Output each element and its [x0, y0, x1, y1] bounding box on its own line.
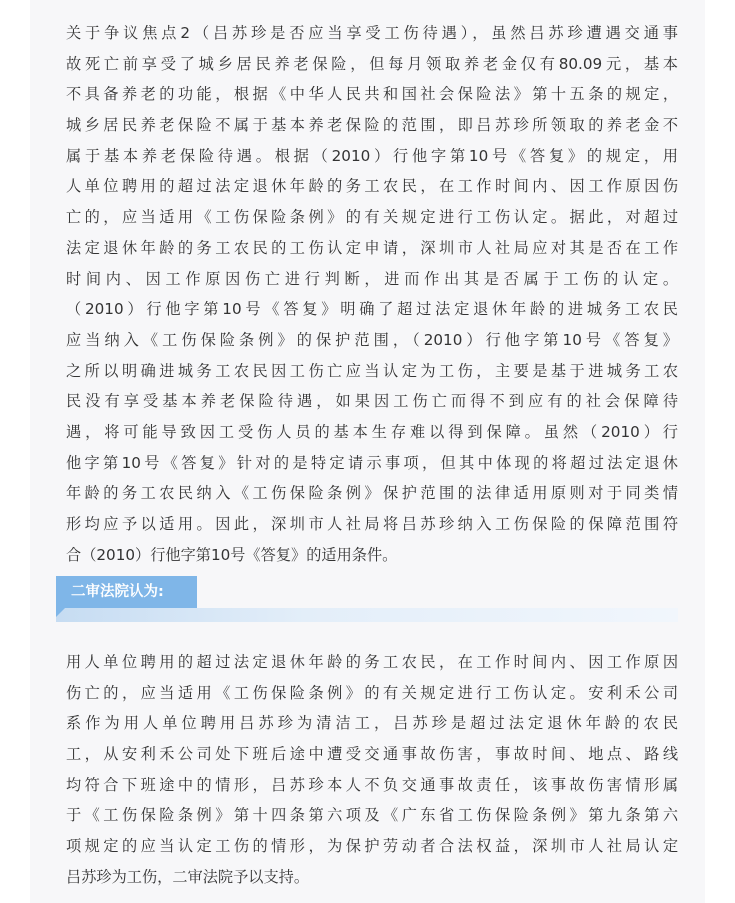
text-line: 项规定的应当认定工伤的情形，为保护劳动者合法权益，深圳市人社局认定: [66, 837, 678, 856]
text-line: 吕苏珍为工伤，二审法院予以支持。: [66, 867, 309, 886]
section-header-notch: [56, 608, 65, 617]
text-line: （2010）行他字第10号《答复》明确了超过法定退休年龄的进城务工农民: [66, 300, 678, 319]
text-line: 亡的，应当适用《工伤保险条例》的有关规定进行工伤认定。据此，对超过: [66, 208, 678, 227]
section-header: [56, 576, 678, 622]
text-line: 伤亡的，应当适用《工伤保险条例》的有关规定进行工伤认定。安利禾公司: [66, 683, 678, 702]
text-line: 工，从安利禾公司处下班后途中遭受交通事故伤害，事故时间、地点、路线: [66, 745, 678, 764]
section-header-label: 二审法院认为:: [56, 576, 197, 608]
text-line: 时间内、因工作原因伤亡进行判断，进而作出其是否属于工伤的认定。: [66, 269, 678, 288]
text-line: 均符合下班途中的情形，吕苏珍本人不负交通事故责任，该事故伤害情形属: [66, 775, 678, 794]
text-line: 系作为用人单位聘用吕苏珍为清洁工，吕苏珍是超过法定退休年龄的农民: [66, 714, 678, 733]
text-line: 关于争议焦点2（吕苏珍是否应当享受工伤待遇），虽然吕苏珍遭遇交通事: [66, 24, 678, 42]
text-line: 法定退休年龄的务工农民的工伤认定申请，深圳市人社局应对其是否在工作: [66, 238, 678, 257]
text-line: 城乡居民养老保险不属于基本养老保险的范围，即吕苏珍所领取的养老金不: [66, 116, 678, 135]
paragraph-court-opinion: [66, 647, 678, 893]
text-line: 他字第10号《答复》针对的是特定请示事项，但其中体现的将超过法定退休: [66, 453, 678, 472]
text-line: 不具备养老的功能，根据《中华人民共和国社会保险法》第十五条的规定，: [66, 85, 678, 104]
text-line: 之所以明确进城务工农民因工伤亡应当认定为工伤，主要是基于进城务工农: [66, 361, 678, 380]
text-line: 年龄的务工农民纳入《工伤保险条例》保护范围的法律适用原则对于同类情: [66, 484, 678, 503]
text-line: 形均应予以适用。因此，深圳市人社局将吕苏珍纳入工伤保险的保障范围符: [66, 515, 678, 533]
paragraph-dispute-analysis: [66, 18, 678, 570]
text-line: 应当纳入《工伤保险条例》的保护范围，（2010）行他字第10号《答复》: [66, 330, 678, 349]
text-line: 人单位聘用的超过法定退休年龄的务工农民，在工作时间内、因工作原因伤: [66, 177, 678, 196]
text-line: 于《工伤保险条例》第十四条第六项及《广东省工伤保险条例》第九条第六: [66, 806, 678, 825]
section-header-underbar: [56, 608, 678, 622]
article-body: [30, 0, 705, 903]
text-line: 属于基本养老保险待遇。根据（2010）行他字第10号《答复》的规定，用: [66, 146, 678, 165]
text-line: 故死亡前享受了城乡居民养老保险，但每月领取养老金仅有80.09元，基本: [66, 54, 678, 73]
text-line: 遇，将可能导致因工受伤人员的基本生存难以得到保障。虽然（2010）行: [66, 422, 678, 441]
text-line: 民没有享受基本养老保险待遇，如果因工伤亡而得不到应有的社会保障待: [66, 392, 678, 411]
text-line: 用人单位聘用的超过法定退休年龄的务工农民，在工作时间内、因工作原因: [66, 653, 678, 671]
text-line: 合（2010）行他字第10号《答复》的适用条件。: [66, 545, 398, 564]
